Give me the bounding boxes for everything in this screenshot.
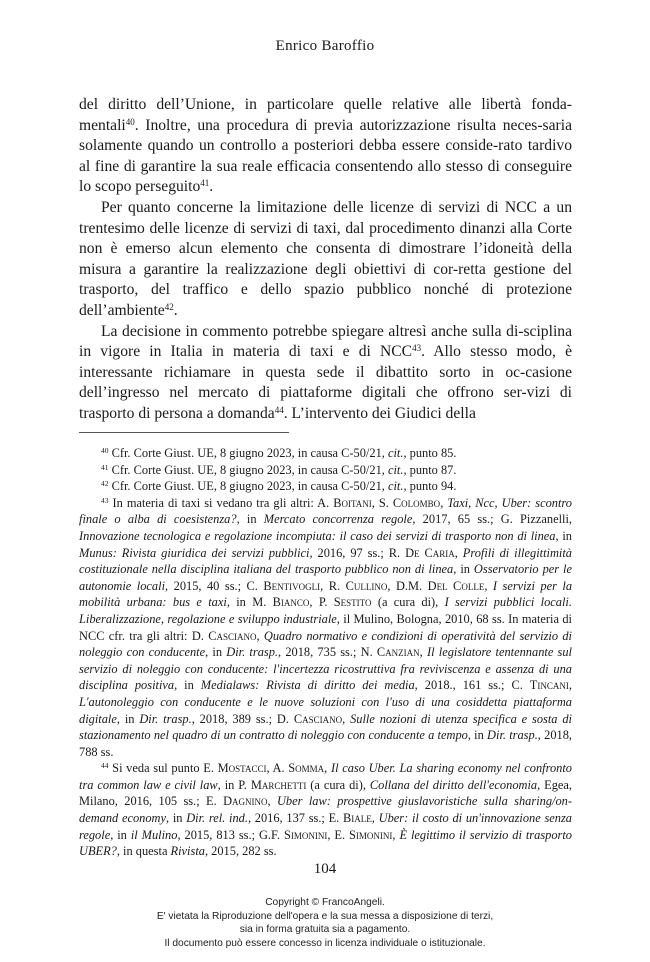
text-run: , A. [266,761,289,776]
text-run: I servizi pubblici locali. Liberalizzazione, regolazione e sviluppo industriale [79,595,572,626]
page-number: 104 [313,861,337,877]
footnote-ref: 42 [101,479,109,489]
text-run: . Allo stesso modo, è interessante richiamare in questa sede il dibattito sorto in oc-casione dell’ingresso nel mercato di piattaforme digitali che offrono ser-vizi di trasporto di persona a domanda [79,343,573,422]
text-run: , R. [320,578,346,593]
text-run: , [267,794,277,809]
body-text [79,95,572,425]
text-run: , in questa [116,844,171,859]
text-run: , in [467,728,488,743]
text-run: , [371,811,379,826]
text-run: . [173,301,178,319]
text-run: Si veda sul punto E. [108,761,218,776]
text-run: La decisione in commento potrebbe spiegare altresì anche sulla di-sciplina in vigore in Italia in materia di taxi e di NCC [79,322,572,361]
text-run: Cullino [345,578,388,593]
text-run: , Egea, Milano, 2016, 105 ss.; E. [79,777,572,809]
copyright-notice [0,896,650,950]
text-run: Colombo [392,495,441,510]
text-run: Sestito [333,595,372,610]
text-run: Dir. rel. ind. [186,811,248,826]
text-run: Somma [288,761,325,776]
footnote-ref: 43 [412,343,422,354]
footnotes [79,445,572,860]
footnote-separator [79,432,289,433]
text-run: Cfr. Corte Giust. UE, 8 giugno 2023, in causa C-50/21, [108,462,388,477]
text-run: Canzian [376,645,420,660]
text-run: , 2016, 97 ss.; R. [309,545,406,560]
text-run: Cfr. Corte Giust. UE, 8 giugno 2023, in causa C-50/21, [108,446,388,460]
text-run: , [256,628,264,643]
footnote-43 [79,495,572,761]
copyright-line: sia in forma gratuita sia a pagamento. [239,924,411,935]
footnote-ref: 40 [125,116,135,127]
text-run: , S. [371,495,393,510]
text-run: , in [116,711,140,726]
text-run: Marchetti [250,777,307,792]
text-run: , in [110,827,131,842]
text-run: , 2018, 735 ss.; N. [278,645,377,660]
text-run: Profili di illegittimità costituzionale nella disciplina italiana del trasporto pubblico non di linea [79,545,572,577]
copyright-line: E' vietata la Riproduzione dell'opera e la sua messa a disposizione di terzi, [156,910,494,922]
text-run: Biale [343,811,372,826]
text-run: , 2015, 40 ss.; C. [165,578,264,593]
text-run: il Mulino [130,827,178,842]
text-run: , in [555,528,572,543]
text-run: , in M. [226,595,273,610]
text-run: Dagnino [223,794,268,809]
text-run: De Caria [405,545,455,560]
text-run: Collana del diritto dell'economia [369,777,538,792]
text-run: , [392,827,400,842]
text-run: , 2018, 788 ss. [79,728,573,759]
text-run: Quadro normativo e condizioni di operatività del servizio di noleggio con conducente [79,628,572,660]
copyright-line: Il documento può essere concesso in licenza individuale o istituzionale. [164,937,486,949]
text-run: , punto 94. [403,479,457,494]
text-run: , E. [327,827,350,842]
footnote-40 [79,445,572,462]
copyright-line: Copyright © FrancoAngeli. [265,897,385,908]
text-run: , [419,645,427,660]
text-run: , il Mulino, Bologna, 2010, 68 ss. In materia di NCC cfr. tra gli altri: D. [79,611,572,643]
text-run: Simonini [283,827,328,842]
text-run: Uber: il costo di un'innovazione senza regole [79,811,573,842]
text-run: Tincani [529,678,569,693]
text-run: , [342,711,351,726]
text-run: cit. [387,479,404,494]
text-run: I servizi per la mobilità urbana: bus e taxi [79,578,573,610]
footnote-ref: 44 [101,761,109,771]
text-run: , in [166,811,187,826]
text-run: , in [453,562,474,577]
footnote-ref: 41 [101,462,109,472]
footnote-ref: 42 [164,301,174,312]
text-run: Boitani [333,495,372,510]
text-run: In materia di taxi si vedano tra gli altri: A. [108,495,334,510]
footnote-ref: 40 [101,446,109,455]
text-run: Uber law: prospettive giuslavoristiche sulla sharing/on-demand economy [79,794,572,826]
text-run: Munus: Rivista giuridica dei servizi pubblici [79,545,310,560]
text-run: , 2018., 161 ss.; C. [414,678,530,693]
footnote-ref: 43 [101,495,109,505]
text-run: Taxi, Ncc, Uber: scontro finale o alba di coesistenza? [79,495,572,527]
text-run: del diritto dell’Unione, in particolare quelle relative alle libertà fonda-mentali [79,96,572,134]
text-run: Del Colle [427,578,485,593]
text-run: Medialaws: Rivista di diritto dei media [200,678,415,693]
text-run: Il legislatore tentennante sul servizio di noleggio con conducente: l'incertezza ricostruttiva fra reviviscenza e assenza di una disciplina positiva [79,645,573,693]
text-run: , 2015, 813 ss.; G.F. [177,827,284,842]
text-run: cit. [387,462,404,477]
text-run: Bentivogli [263,578,321,593]
paragraph [79,322,572,425]
text-run: , 2015, 282 ss. [204,844,277,859]
text-run: , 2016, 137 ss.; E. [247,811,344,826]
paragraph [79,95,572,198]
text-run: cit. [387,446,404,460]
text-run: (a cura di), [371,595,445,610]
text-run: È legittimo il servizio di trasporto UBER? [79,827,572,859]
text-run: , 2017, 65 ss.; G. Pizzanelli, [412,512,572,527]
footnote-42 [79,478,572,495]
footnote-44 [79,760,572,860]
text-run: , [454,545,463,560]
text-run: . [209,178,214,196]
text-run: , in [205,645,227,660]
text-run: , 2018, 389 ss.; D. [191,711,294,726]
text-run: Casciano [293,711,343,726]
text-run: . L’intervento dei Giudici della [283,404,476,422]
text-run: Osservatorio per le autonomie locali [79,562,572,593]
text-run: , P. [309,595,334,610]
text-run: Simonini [349,827,393,842]
text-run: Per quanto concerne la limitazione delle licenze di servizi di NCC a un trentesimo delle licenze di servizi di taxi, dal procedimento dinanzi alla Corte non è emerso alcun elemento che consenta di dimostrare l’idoneità della misura a garantire la realizzazione degli obiettivi di cor-retta gestione del trasporto, del traffico e dello spazio pubblico nonché di protezione dell’ambiente [79,198,572,319]
text-run: , punto 85. [403,446,457,460]
text-run: Dir. trasp. [487,728,538,743]
text-run: , [324,761,331,776]
text-run: . Inoltre, una procedura di previa autorizzazione risulta neces-saria solamente quando un controllo a posteriori debba essere conside-rato tardivo al fine di garantire la sua reale efficacia consentendo allo stesso di conseguire lo scopo perseguito [79,116,572,196]
text-run: Casciano [208,628,257,643]
paragraph [79,198,572,322]
text-run: Rivista [170,844,205,859]
text-run: , [440,495,448,510]
text-run: , in [174,678,201,693]
footnote-ref: 41 [200,178,210,189]
text-run: Bianco [272,595,310,610]
text-run: Mostacci [217,761,267,776]
text-run: , punto 87. [403,462,457,477]
text-run: Mercato concorrenza regole [263,512,413,527]
running-header: Enrico Baroffio [275,38,375,54]
footnote-ref: 44 [274,404,284,415]
text-run: Dir. trasp. [139,711,192,726]
text-run: Dir. trasp. [226,645,279,660]
text-run: , [568,678,572,693]
text-run: , [484,578,493,593]
text-run: , D.M. [387,578,428,593]
footnote-41 [79,462,572,479]
text-run: , in P. [217,777,251,792]
text-run: Innovazione tecnologica e regolazione incompiuta: il caso dei servizi di trasporto non di linea [79,528,556,543]
text-run: Cfr. Corte Giust. UE, 8 giugno 2023, in causa C-50/21, [108,479,388,494]
text-run: L'autonoleggio con conducente e le nuove soluzioni con l'uso di una cosiddetta piattaforma digitale [79,694,572,726]
text-run: , in [236,512,264,527]
text-run: (a cura di), [306,777,370,792]
text-run: Il caso Uber. La sharing economy nel confronto tra common law e civil law [79,761,572,792]
text-run: Sulle nozioni di utenza specifica e sosta di stazionamento nel quadro di un contratto di noleggio con conducente a tempo [79,711,573,743]
